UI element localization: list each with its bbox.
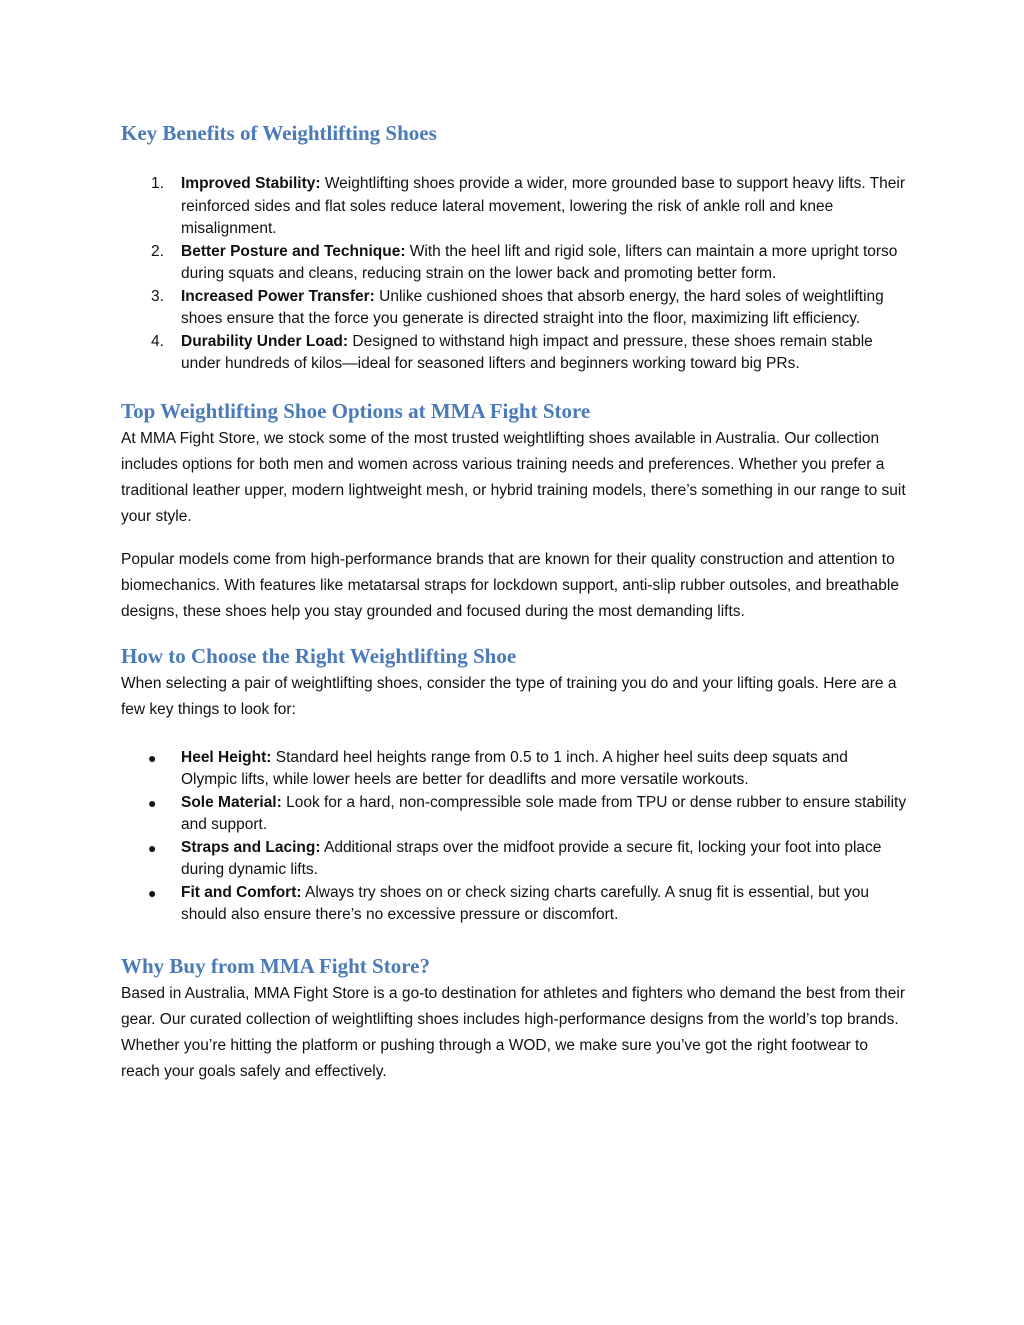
- bullet-icon: ●: [148, 884, 157, 901]
- list-number: 3.: [151, 287, 164, 305]
- list-item: [121, 331, 907, 376]
- bullet-icon: ●: [148, 839, 157, 856]
- heading-key-benefits: Key Benefits of Weightlifting Shoes: [121, 121, 437, 145]
- list-item-term: Better Posture and Technique:: [181, 242, 406, 260]
- list-item: [121, 837, 907, 882]
- list-item: [121, 173, 907, 241]
- heading-why-buy: Why Buy from MMA Fight Store?: [121, 953, 430, 978]
- list-item-term: Heel Height:: [181, 748, 272, 766]
- list-item: [121, 747, 907, 792]
- paragraph: Based in Australia, MMA Fight Store is a go-to destination for athletes and fighters who demand the best from their gear. Our curated collection of weightlifting shoes includes high-performance designs from the world’s top brands. Whether you’re hitting the platform or pushing through a WOD, we make sure you’ve got the right footwear to reach your goals safely and effectively.: [121, 984, 906, 1080]
- list-item-term: Improved Stability:: [181, 175, 321, 192]
- bullet-icon: ●: [148, 749, 157, 766]
- list-number: 1.: [151, 175, 164, 192]
- list-item-text: Always try shoes on or check sizing charts carefully. A snug fit is essential, but you should also ensure there’s no excessive pressure or discomfort.: [181, 883, 869, 923]
- list-item-text: Unlike cushioned shoes that absorb energy, the hard soles of weightlifting shoes ensure that the force you generate is directed straight into the floor, maximizing lift efficiency.: [181, 287, 884, 327]
- heading-top-options: Top Weightlifting Shoe Options at MMA Fight Store: [121, 398, 591, 423]
- heading-how-to-choose: How to Choose the Right Weightlifting Shoe: [121, 643, 517, 668]
- list-item-term: Fit and Comfort:: [181, 883, 302, 901]
- list-item-text: Standard heel heights range from 0.5 to 1 inch. A higher heel suits deep squats and Olympic lifts, while lower heels are better for deadlifts and more versatile workouts.: [181, 748, 848, 788]
- list-item-text: Additional straps over the midfoot provide a secure fit, locking your foot into place during dynamic lifts.: [181, 838, 882, 878]
- list-number: 4.: [151, 332, 164, 350]
- bullet-icon: ●: [148, 794, 157, 811]
- list-item-term: Sole Material:: [181, 793, 282, 811]
- list-item-text: Weightlifting shoes provide a wider, more grounded base to support heavy lifts. Their reinforced sides and flat soles reduce lateral movement, lowering the risk of ankle roll and knee misalignment.: [181, 175, 905, 237]
- list-item: [121, 241, 907, 286]
- paragraph: Popular models come from high-performance brands that are known for their quality construction and attention to biomechanics. With features like metatarsal straps for lockdown support, anti-slip rubber outsoles, and breathable designs, these shoes help you stay grounded and focused during the most demanding lifts.: [121, 550, 899, 620]
- paragraph: At MMA Fight Store, we stock some of the most trusted weightlifting shoes available in Australia. Our collection includes options for both men and women across various training needs and preferences. Whether you prefer a traditional leather upper, modern lightweight mesh, or hybrid training models, there’s something in our range to suit your style.: [121, 429, 906, 525]
- list-number: 2.: [151, 242, 164, 260]
- paragraph: When selecting a pair of weightlifting shoes, consider the type of training you do and your lifting goals. Here are a few key things to look for:: [121, 674, 897, 718]
- benefits-list: [121, 173, 907, 376]
- list-item-text: Designed to withstand high impact and pressure, these shoes remain stable under hundreds of kilos—ideal for seasoned lifters and beginners working toward big PRs.: [181, 332, 873, 372]
- list-item-term: Straps and Lacing:: [181, 838, 321, 856]
- list-item-text: With the heel lift and rigid sole, lifters can maintain a more upright torso during squats and cleans, reducing strain on the lower back and promoting better form.: [181, 242, 898, 282]
- choose-list: [121, 747, 907, 927]
- list-item-term: Durability Under Load:: [181, 332, 349, 350]
- list-item: [121, 792, 907, 837]
- list-item: [121, 882, 907, 927]
- document-page: [121, 118, 907, 1085]
- list-item-term: Increased Power Transfer:: [181, 287, 375, 305]
- list-item: [121, 286, 907, 331]
- list-item-text: Look for a hard, non-compressible sole made from TPU or dense rubber to ensure stability and support.: [181, 793, 907, 833]
